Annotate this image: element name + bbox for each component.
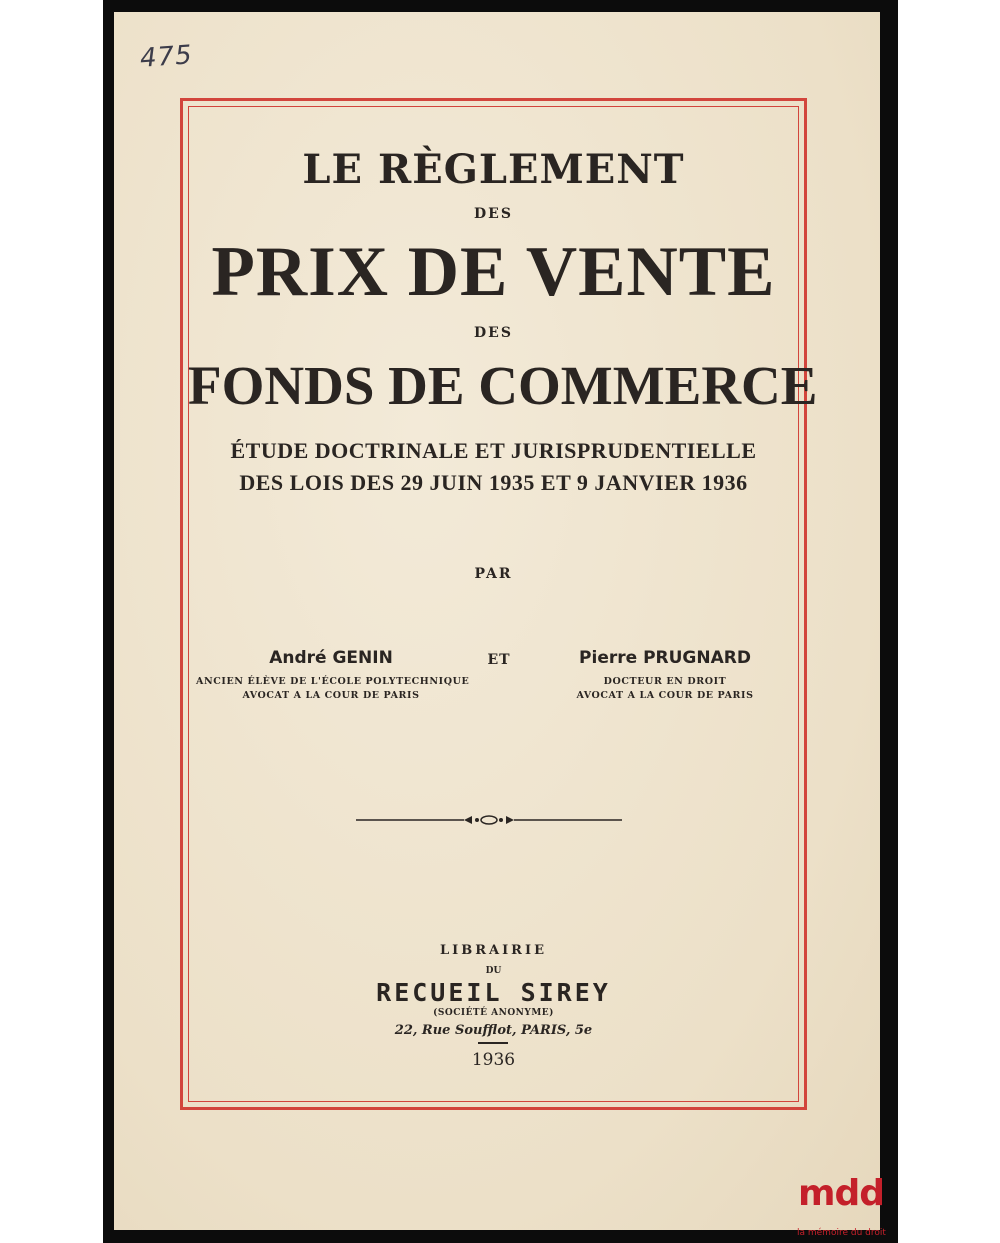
logo-tagline: la mémoire du droit bbox=[797, 1228, 886, 1238]
publisher-name: RECUEIL SIREY bbox=[376, 978, 611, 1007]
inventory-mark: 475 bbox=[139, 40, 194, 74]
mdd-logo bbox=[796, 1173, 896, 1240]
title-line-1: LE RÈGLEMENT bbox=[302, 146, 685, 193]
title-des-1: DES bbox=[474, 206, 513, 222]
publisher-type: (SOCIÉTÉ ANONYME) bbox=[433, 1008, 554, 1018]
publisher-du: DU bbox=[485, 966, 502, 976]
publication-year: 1936 bbox=[471, 1050, 516, 1070]
par-label: PAR bbox=[474, 566, 513, 582]
author-credential: AVOCAT A LA COUR DE PARIS bbox=[576, 690, 754, 701]
ornament-divider bbox=[356, 812, 622, 828]
subtitle-line-1: ÉTUDE DOCTRINALE ET JURISPRUDENTIELLE bbox=[230, 438, 757, 463]
author-credential: AVOCAT A LA COUR DE PARIS bbox=[242, 690, 420, 701]
author-genin bbox=[196, 648, 470, 703]
author-credential: DOCTEUR EN DROIT bbox=[603, 676, 727, 687]
et-label: ET bbox=[487, 652, 511, 668]
logo-text: mdd bbox=[798, 1173, 885, 1214]
title-line-2: PRIX DE VENTE bbox=[211, 233, 776, 311]
author-prugnard bbox=[556, 648, 774, 703]
title-des-2: DES bbox=[474, 325, 513, 341]
publisher-librairie: LIBRAIRIE bbox=[440, 943, 547, 958]
author-name: André GENIN bbox=[269, 648, 393, 668]
publisher-address: 22, Rue Soufflot, PARIS, 5e bbox=[394, 1023, 593, 1038]
title-line-3: FONDS DE COMMERCE bbox=[188, 355, 818, 416]
author-credential: ANCIEN ÉLÈVE DE L'ÉCOLE POLYTECHNIQUE bbox=[196, 676, 470, 687]
subtitle-line-2: DES LOIS DES 29 JUIN 1935 ET 9 JANVIER 1936 bbox=[239, 470, 748, 495]
year-rule bbox=[478, 1042, 508, 1044]
author-name: Pierre PRUGNARD bbox=[579, 648, 751, 668]
